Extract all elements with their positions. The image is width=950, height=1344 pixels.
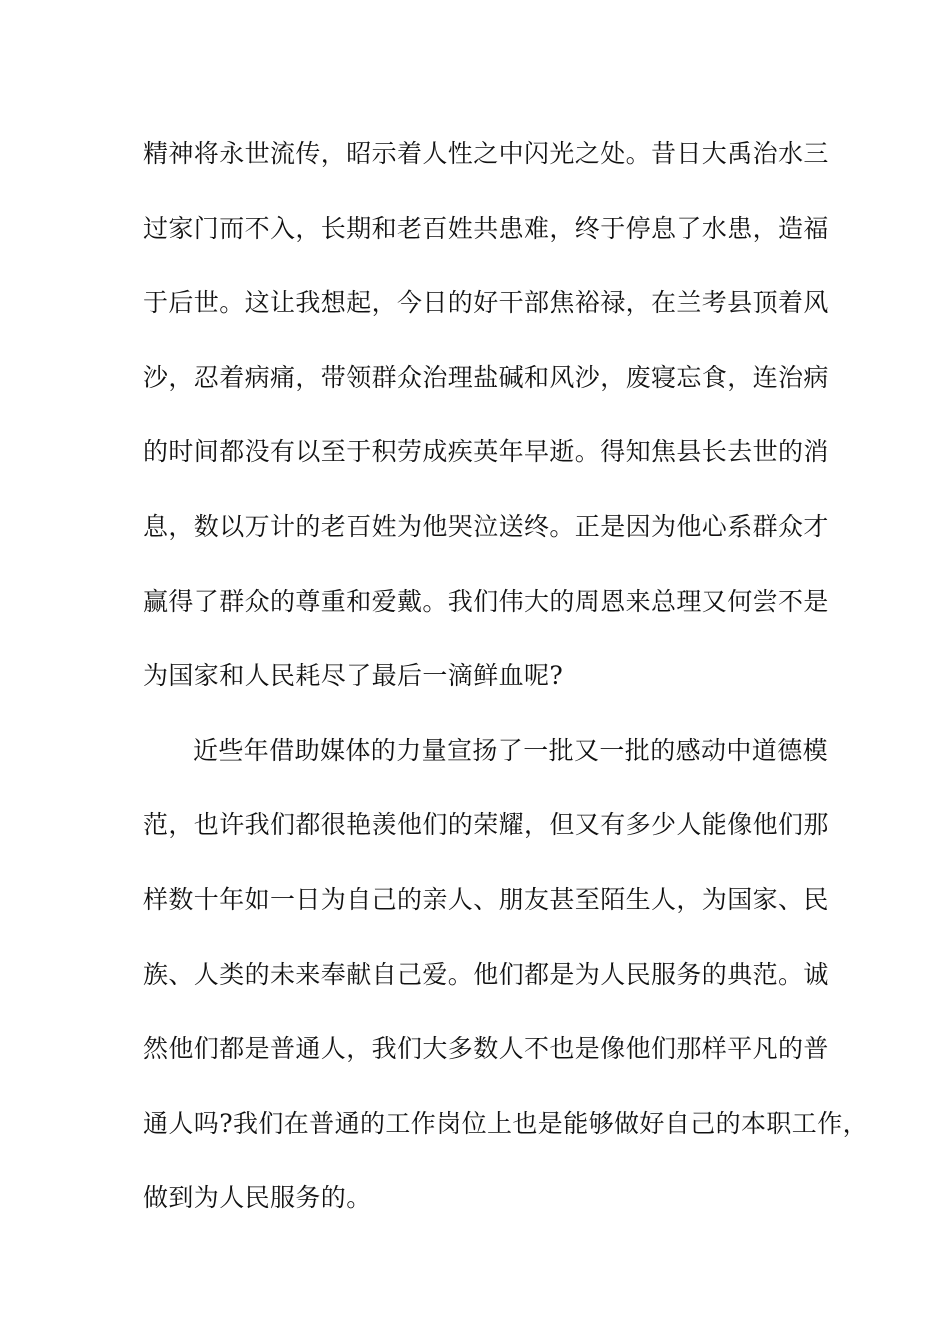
- text-line: 精神将永世流传，昭示着人性之中闪光之处。昔日大禹治水三: [143, 139, 829, 168]
- text-line: 通人吗?我们在普通的工作岗位上也是能够做好自己的本职工作，: [143, 1108, 869, 1138]
- text-line-indented: 近些年借助媒体的力量宣扬了一批又一批的感动中道德模: [193, 735, 829, 765]
- text-line: 的时间都没有以至于积劳成疾英年早逝。得知焦县长去世的消: [143, 437, 829, 467]
- text-line: 族、人类的未来奉献自己爱。他们都是为人民服务的典范。诚: [143, 959, 829, 989]
- paragraph-2: [143, 726, 869, 1248]
- body-text: [143, 129, 869, 1248]
- text-line: 赢得了群众的尊重和爱戴。我们伟大的周恩来总理又何尝不是: [143, 586, 829, 616]
- text-line: 然他们都是普通人，我们大多数人不也是像他们那样平凡的普: [143, 1034, 829, 1064]
- paragraph-1: [143, 129, 829, 726]
- text-line: 于后世。这让我想起，今日的好干部焦裕禄，在兰考县顶着风: [143, 288, 829, 318]
- text-line: 息，数以万计的老百姓为他哭泣送终。正是因为他心系群众才: [143, 511, 829, 541]
- text-line: 为国家和人民耗尽了最后一滴鲜血呢?: [143, 661, 564, 691]
- text-line: 范，也许我们都很艳羡他们的荣耀，但又有多少人能像他们那: [143, 810, 829, 840]
- text-line: 样数十年如一日为自己的亲人、朋友甚至陌生人，为国家、民: [143, 884, 829, 914]
- text-line: 沙，忍着病痛，带领群众治理盐碱和风沙，废寝忘食，连治病: [143, 362, 829, 392]
- text-line: 做到为人民服务的。: [143, 1183, 372, 1213]
- text-line: 过家门而不入，长期和老百姓共患难，终于停息了水患，造福: [143, 213, 829, 243]
